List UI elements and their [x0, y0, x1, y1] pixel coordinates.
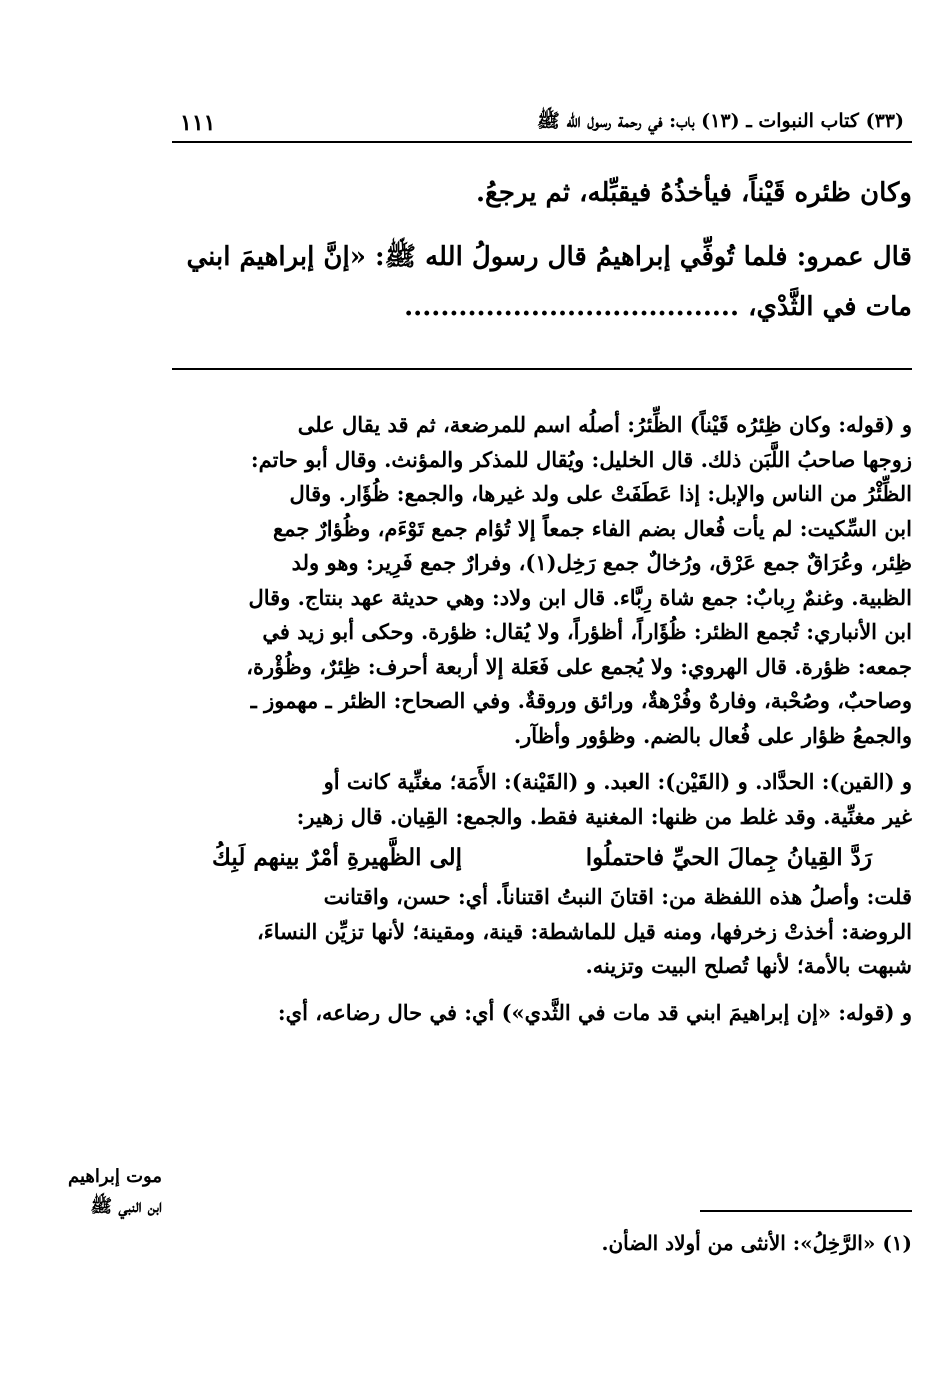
poetry-verse	[172, 834, 912, 880]
footnote-rule	[700, 1210, 912, 1212]
commentary-line: ابن السِّكيت: لم يأت فُعال بضم الفاء جمعاً إلا تُؤام جمع تَوْءَم، وظُؤارٌ جمع	[273, 515, 912, 541]
verse-hemistich-2: إلى الظَّهيرةِ أمْرٌ بينهم لَبِكُ	[212, 844, 463, 871]
page-number: ١١١	[180, 110, 216, 136]
qultu-line: قلت: وأصلُ هذه اللفظة من: اقتانَ النبتُ اقتناناً. أي: حسن، واقتانت	[323, 884, 912, 909]
commentary-line: الظبية. وغنمٌ رِبابٌ: جمع شاة رِبَّاء. قال ابن ولاد: وهي حديثة عهد بنتاج. وقال	[248, 584, 912, 610]
paragraph-gap	[172, 984, 912, 996]
hadith-paragraph-2-line-1: قال عمرو: فلما تُوفِّي إبراهيمُ قال رسولُ الله ﷺ: «إنَّ إبراهيمَ ابني	[186, 242, 912, 272]
commentary-line: الظِّئْرُ من الناس والإبل: إذا عَطَفَتْ على ولد غيرها، والجمع: ظُؤَار. وقال	[289, 481, 912, 506]
qultu-line: شبهت بالأمة؛ لأنها تُصلح البيت وتزينه.	[585, 953, 912, 978]
page-header	[172, 105, 912, 143]
hadith-text	[172, 168, 912, 332]
qayn-line: و (القين): الحدَّاد. و (القَيْن): العبد. و (القَيْنة): الأَمَة؛ مغنِّية كانت أو	[323, 769, 912, 794]
commentary-line: وصاحبٌ، وصُحْبة، وفارهٌ وفُرْهةٌ، ورائق وروقةٌ. وفي الصحاح: الظئر ـ مهموز ـ	[250, 688, 912, 713]
commentary-line: ابن الأنباري: تُجمع الظئر: ظُؤَاراً، أظؤراً، ولا يُقال: ظؤرة. وحكى أبو زيد في	[262, 619, 912, 644]
qultu-line: الروضة: أخذتْ زخرفها، ومنه قيل للماشطة: قينة، ومقينة؛ لأنها تزيِّن النساءَ،	[257, 918, 912, 944]
footnote: (١) «الرَّخِلُ»: الأنثى من أولاد الضأن.	[601, 1231, 912, 1255]
margin-note-line-2: ابن النبي ﷺ	[90, 1196, 162, 1217]
paragraph-gap	[172, 753, 912, 765]
commentary-line: زوجها صاحبُ اللَّبَن ذلك. قال الخليل: ويُقال للمذكر والمؤنث. وقال أبو حاتم:	[250, 446, 912, 472]
commentary-line: و (قوله: وكان ظِئرُه قَيْناً) الظِّئرُ: أصلُه اسم للمرضعة، ثم قد يقال على	[297, 412, 912, 437]
commentary	[172, 408, 912, 1030]
hadith-paragraph-1: وكان ظئره قَيْناً، فيأخذُهُ فيقبِّله، ثم يرجعُ.	[475, 178, 912, 208]
commentary-line: والجمعُ ظؤار على فُعال بالضم. وظؤور وأظآر.	[513, 722, 912, 748]
commentary-line: ظِئر، وعُرَاقٌ جمع عَرْق، ورُخالٌ جمع رَخِل(١)، وفرارٌ جمع فَرِير: وهو ولد	[291, 550, 912, 575]
commentary-line: جمعه: ظؤرة. قال الهروي: ولا يُجمع على فَعَلة إلا أربعة أحرف: ظِئرٌ، وظُؤْرة،	[246, 653, 912, 679]
running-title: (٣٣) كتاب النبوات ـ (١٣) باب: في رحمة رسول الله ﷺ	[536, 110, 904, 132]
verse-hemistich-1: رَدَّ القِيانُ جِمالَ الحيِّ فاحتملُوا	[585, 844, 872, 871]
qayn-line: غير مغنِّية. وقد غلط من ظنها: المغنية فقط. والجمع: القِيان. قال زهير:	[296, 803, 912, 829]
margin-note	[22, 1162, 162, 1222]
commentary-last-line: و (قوله: «إن إبراهيمَ ابني قد مات في الثَّدي») أي: في حال رضاعه، أي:	[277, 999, 912, 1025]
margin-note-line-1: موت إبراهيم	[68, 1166, 162, 1187]
hadith-paragraph-2-line-2: مات في الثَّدْي، .....................................	[404, 292, 912, 322]
section-divider	[172, 368, 912, 370]
